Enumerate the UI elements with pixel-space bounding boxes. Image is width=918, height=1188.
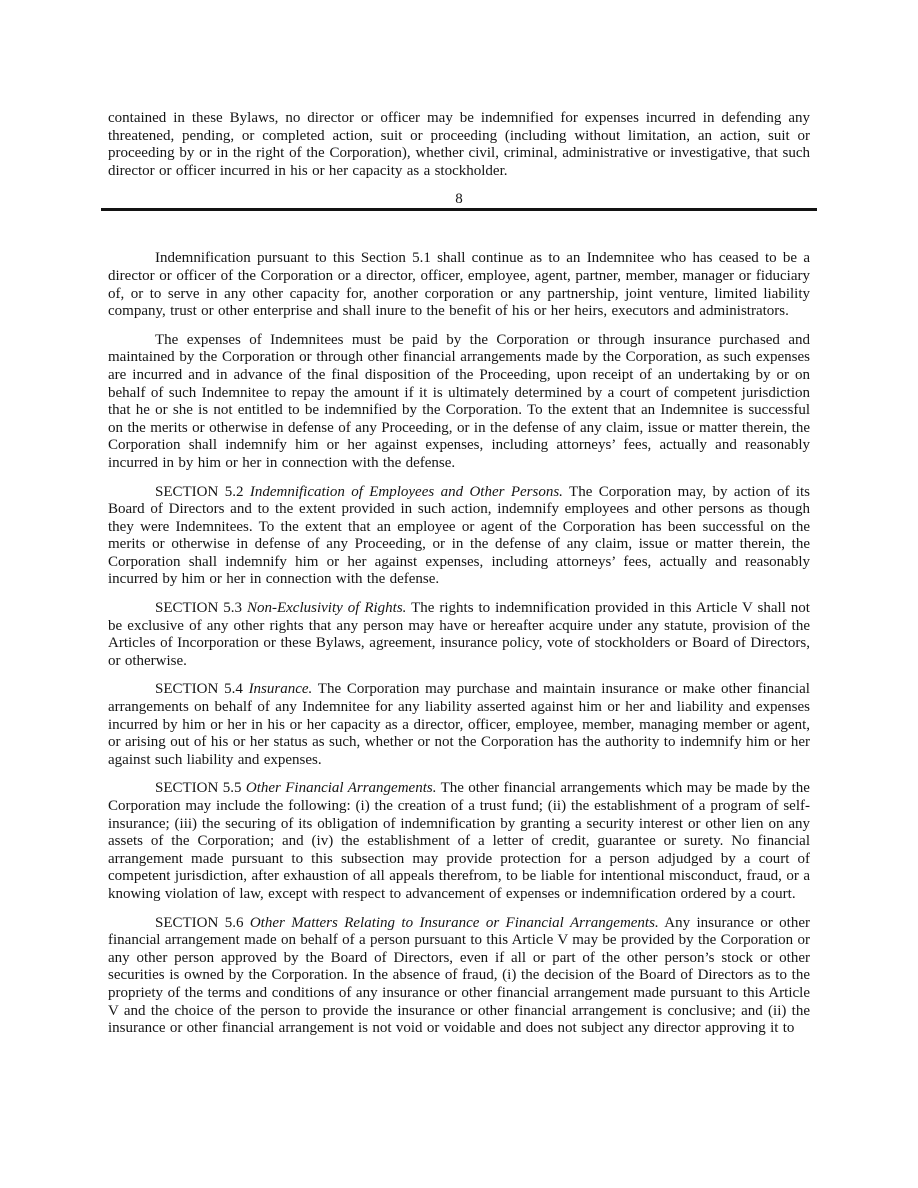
section-label: SECTION 5.2: [155, 483, 250, 500]
paragraph-indemnification-continues: Indemnification pursuant to this Section 5.1 shall continue as to an Indemnitee who has ceased to be a director or officer of the Corporation or a director, officer, employee, agent, partner, member, manager or fiduciary of, or to serve in any other capacity for, another corporation or any partnership, joint venture, limited liability company, trust or other enterprise and shall inure to the benefit of his or her heirs, executors and administrators.: [108, 250, 810, 320]
paragraph-section-5-6: SECTION 5.6 Other Matters Relating to Insurance or Financial Arrangements. Any insurance or other financial arrangement made on behalf of a person pursuant to this Article V may be provided by the Corporation or any other person approved by the Board of Directors, even if all or part of the other person’s stock or other securities is owned by the Corporation. In the absence of fraud, (i) the decision of the Board of Directors as to the propriety of the terms and conditions of any insurance or other financial arrangement made pursuant to this Article V and the choice of the person to provide the insurance or other financial arrangement is conclusive; and (ii) the insurance or other financial arrangement is not void or voidable and does not subject any director approving it to: [108, 914, 810, 1037]
section-title: Other Financial Arrangements.: [245, 780, 437, 797]
section-title: Insurance.: [248, 681, 313, 698]
section-title: Non-Exclusivity of Rights.: [246, 600, 407, 617]
paragraph-section-5-2: SECTION 5.2 Indemnification of Employees and Other Persons. The Corporation may, by action of its Board of Directors and to the extent provided in such action, indemnify employees and other persons as though they were Indemnitees. To the extent that an employee or agent of the Corporation has been successful on the merits or otherwise in defense of any Proceeding, or in the defense of any claim, issue or matter therein, the Corporation shall indemnify him or her against expenses, including attorneys’ fees, actually and reasonably incurred by him or her in connection with the defense.: [108, 483, 810, 588]
paragraph-5-1-continuation: contained in these Bylaws, no director or officer may be indemnified for expenses incurred in defending any threatened, pending, or completed action, suit or proceeding (including without limitation, an action, suit or proceeding by or in the right of the Corporation), whether civil, criminal, administrative or investigative, that such director or officer incurred in his or her capacity as a stockholder.: [108, 110, 810, 179]
page-number: 8: [455, 191, 463, 208]
paragraph-expenses-advancement: The expenses of Indemnitees must be paid by the Corporation or through insurance purchased and maintained by the Corporation or through other financial arrangements made by the Corporation, as such expenses are incurred and in advance of the final disposition of the Proceeding, upon receipt of an undertaking by or on behalf of such Indemnitee to repay the amount if it is ultimately determined by a court of competent jurisdiction that he or she is not entitled to be indemnified by the Corporation. To the extent that an Indemnitee is successful on the merits or otherwise in defense of any Proceeding, or in the defense of any claim, issue or matter therein, the Corporation shall indemnify him or her against expenses, including attorneys’ fees, actually and reasonably incurred in by him or her in connection with the defense.: [108, 331, 810, 471]
previous-page-overflow-text: [108, 110, 810, 180]
page-content: [108, 110, 810, 1049]
paragraph-section-5-5: SECTION 5.5 Other Financial Arrangements. The other financial arrangements which may be made by the Corporation may include the following: (i) the creation of a trust fund; (ii) the establishment of a program of self-insurance; (iii) the securing of its obligation of indemnification by granting a security interest or other lien on any assets of the Corporation; and (iv) the establishment of a letter of credit, guarantee or surety. No financial arrangement made pursuant to this subsection may provide protection for a person adjudged by a court of competent jurisdiction, after exhaustion of all appeals therefrom, to be liable for intentional misconduct, fraud, or a knowing violation of law, except with respect to advancement of expenses or indemnification ordered by a court.: [108, 780, 810, 902]
page-body-text: [108, 250, 810, 1037]
section-title: Indemnification of Employees and Other Persons.: [249, 483, 563, 500]
section-label: SECTION 5.4: [155, 681, 249, 698]
section-label: SECTION 5.5: [155, 780, 246, 797]
paragraph-section-5-3: SECTION 5.3 Non-Exclusivity of Rights. The rights to indemnification provided in this Article V shall not be exclusive of any other rights that any person may have or hereafter acquire under any statute, provision of the Articles of Incorporation or these Bylaws, agreement, insurance policy, vote of stockholders or Board of Directors, or otherwise.: [108, 600, 810, 669]
section-title: Other Matters Relating to Insurance or Financial Arrangements.: [249, 914, 659, 931]
section-label: SECTION 5.3: [155, 600, 247, 617]
page-break-rule: [101, 191, 817, 211]
section-label: SECTION 5.6: [155, 914, 250, 931]
paragraph-section-5-4: SECTION 5.4 Insurance. The Corporation may purchase and maintain insurance or make other financial arrangements on behalf of any Indemnitee for any liability asserted against him or her and liability and expenses incurred by him or her in his or her capacity as a director, officer, employee, member, managing member or agent, or arising out of his or her status as such, whether or not the Corporation has the authority to indemnify him or her against such liability and expenses.: [108, 681, 810, 768]
